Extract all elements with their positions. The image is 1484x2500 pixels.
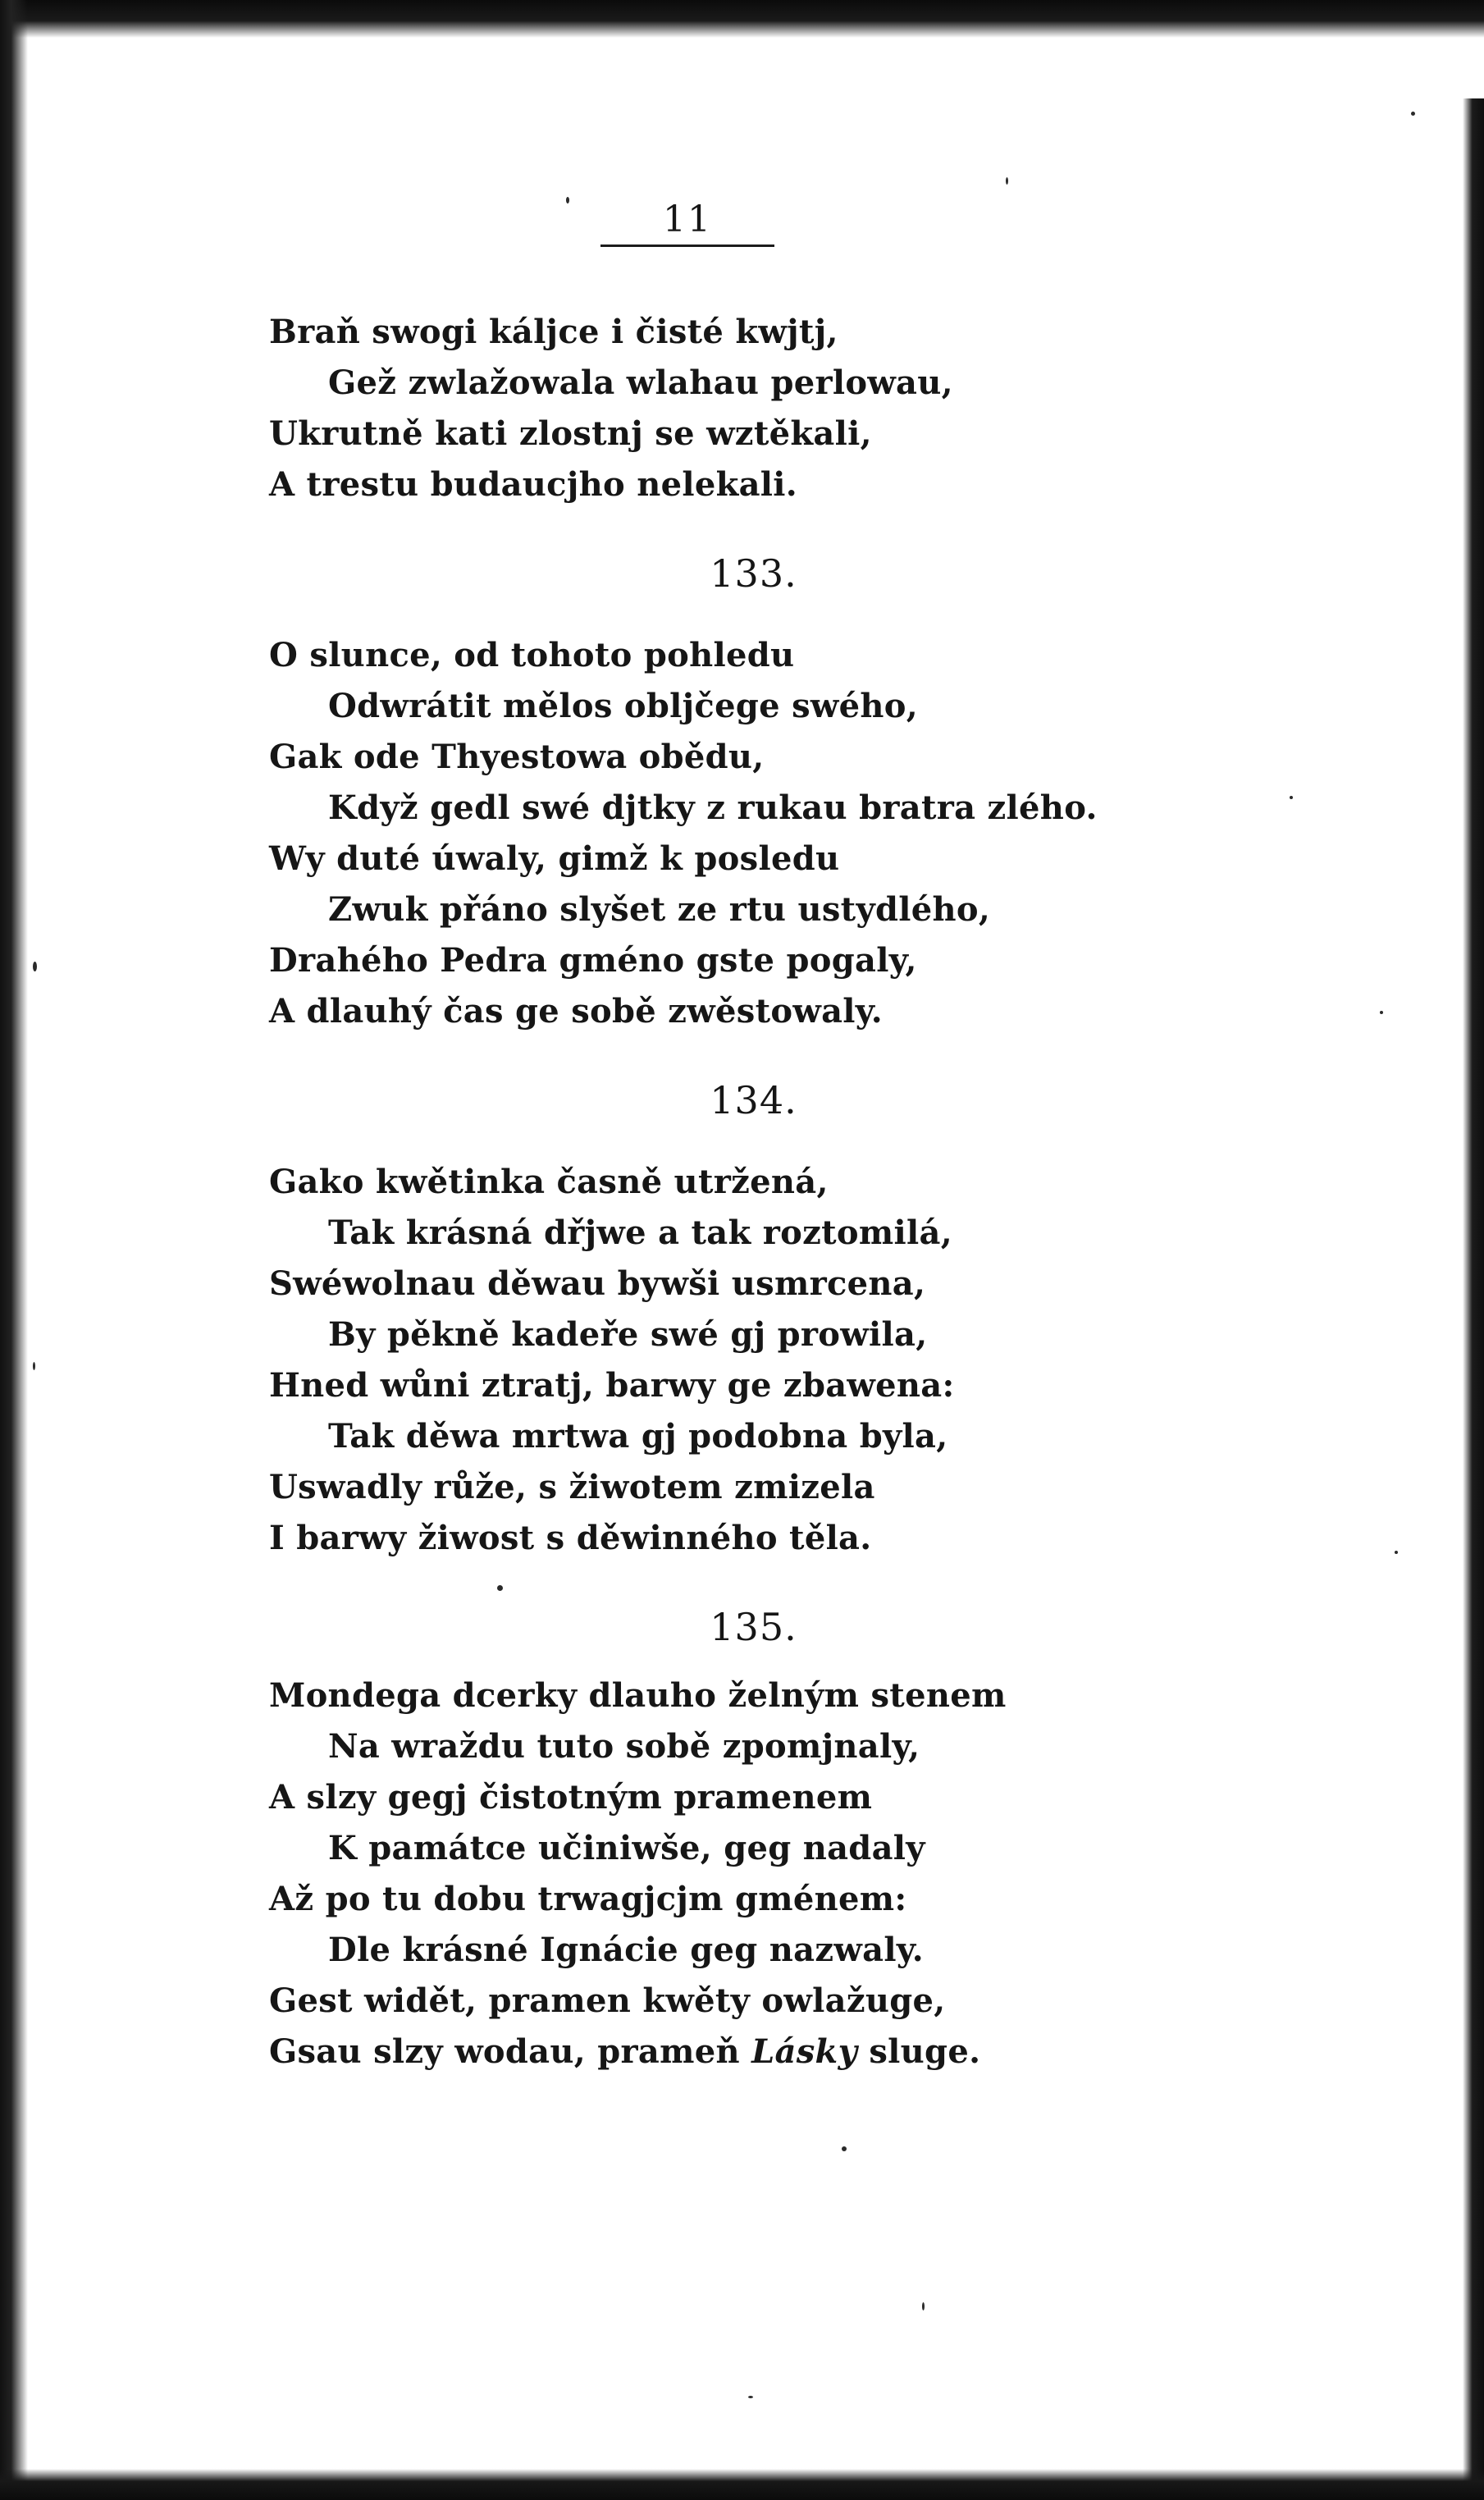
verse-line: Ukrutně kati zlostnj se wztěkali, — [269, 414, 872, 453]
page-number: 11 — [663, 199, 712, 240]
scan-speck — [1290, 796, 1293, 799]
verse-line: A trestu budaucjho nelekali. — [269, 465, 798, 504]
stanza — [269, 630, 1098, 1037]
scan-speck — [842, 2146, 847, 2151]
scan-speck — [566, 197, 569, 203]
scan-speck — [1380, 1011, 1383, 1014]
stanza-number: 133. — [710, 551, 797, 596]
scan-speck — [922, 2302, 925, 2310]
stanza-continued — [269, 307, 1089, 510]
scan-speck — [33, 1362, 35, 1370]
stanza-number: 134. — [710, 1078, 797, 1122]
stanza — [269, 1670, 1089, 2077]
verse-line: Když gedl swé djtky z rukau bratra zlého. — [328, 788, 1098, 827]
verse-line: Gež zwlažowala wlahau perlowau, — [328, 363, 953, 402]
scan-edge-right — [1463, 98, 1484, 2500]
scan-speck — [748, 2396, 753, 2398]
verse-line: Gest widět, pramen kwěty owlažuge, — [269, 1981, 946, 2020]
verse-line: Swéwolnau děwau bywši usmrcena, — [269, 1264, 926, 1303]
verse-line: A slzy gegj čistotným pramenem — [269, 1778, 873, 1817]
verse-line: Gak ode Thyestowa obědu, — [269, 738, 765, 776]
verse-line: Drahého Pedra gméno gste pogaly, — [269, 941, 917, 980]
stanza-number: 135. — [710, 1605, 797, 1649]
scan-edge-top — [0, 0, 1484, 38]
verse-line: By pěkně kadeře swé gj prowila, — [328, 1315, 928, 1354]
scan-speck — [1006, 177, 1008, 185]
verse-line: A dlauhý čas ge sobě zwěstowaly. — [269, 992, 883, 1031]
verse-line: K památce učiniwše, geg nadaly — [328, 1829, 925, 1867]
page-header — [600, 199, 774, 240]
verse-line: Braň swogi káljce i čisté kwjtj, — [269, 313, 838, 351]
verse-line: Tak děwa mrtwa gj podobna byla, — [328, 1417, 948, 1456]
scan-speck — [1395, 1551, 1398, 1554]
scan-speck — [1411, 112, 1415, 116]
scan-speck — [497, 1585, 503, 1591]
verse-line: Zwuk přáno slyšet ze rtu ustydlého, — [328, 890, 991, 929]
verse-line: Na wraždu tuto sobě zpomjnaly, — [328, 1727, 920, 1766]
stanza — [269, 1157, 1089, 1564]
verse-line: I barwy žiwost s děwinného těla. — [269, 1519, 872, 1557]
verse-line: Tak krásná dřjwe a tak roztomilá, — [328, 1213, 952, 1252]
verse-line: Gako kwětinka časně utržená, — [269, 1163, 829, 1201]
emphasized-word: Lásky — [751, 2032, 858, 2071]
verse-line: O slunce, od tohoto pohledu — [269, 636, 795, 674]
verse-line: Dle krásné Ignácie geg nazwaly. — [328, 1931, 924, 1969]
scan-edge-bottom — [0, 2469, 1484, 2500]
scan-edge-left — [0, 0, 28, 2500]
verse-line: Gsau slzy wodau, prameň Lásky sluge. — [269, 2032, 981, 2071]
verse-line: Mondega dcerky dlauho želným stenem — [269, 1676, 1007, 1715]
header-rule — [600, 245, 774, 247]
verse-line: Wy duté úwaly, gimž k posledu — [269, 839, 840, 878]
scan-speck — [33, 962, 37, 971]
verse-line: Uswadly růže, s žiwotem zmizela — [269, 1468, 875, 1506]
verse-line: Až po tu dobu trwagjcjm gménem: — [269, 1880, 907, 1918]
verse-line: Odwrátit mělos obljčege swého, — [328, 687, 918, 725]
verse-line: Hned wůni ztratj, barwy ge zbawena: — [269, 1366, 955, 1405]
